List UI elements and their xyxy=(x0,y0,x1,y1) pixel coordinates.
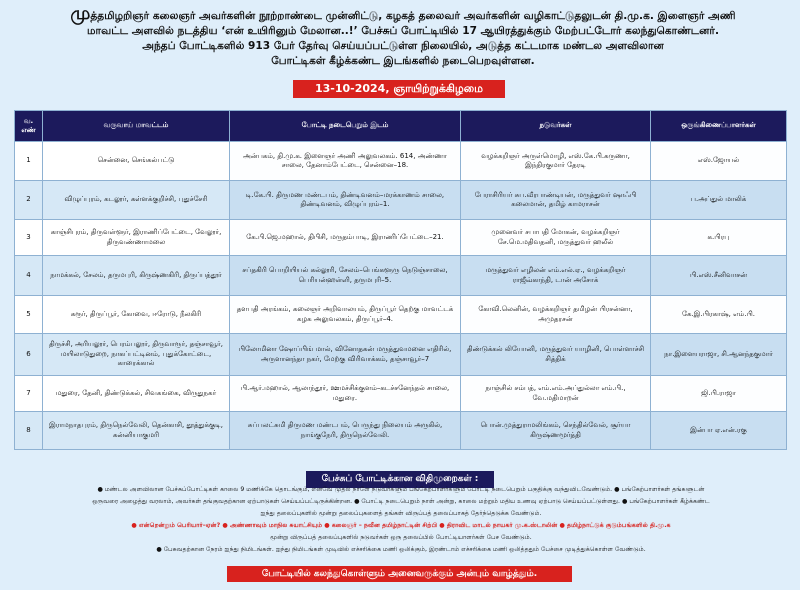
row-coordinator: எஸ்.ஜோயல் xyxy=(651,142,787,181)
schedule-table xyxy=(14,110,787,450)
row-coordinator: இன்பா ஏ.என்.ரகு xyxy=(651,412,787,450)
row-venue: சுப்பலட்சுமி திருமண மண்டபம், பெருந்து நிலையம் அருகில், நாங்குநேரி, திருநெல்வேலி. xyxy=(230,412,461,450)
rules-line-6: ● பேசுவதற்கான நேரம் ஐந்து நிமிடங்கள். ஐந்து நிமிடங்கள் முடிவில் எச்சரிக்கை மணி ஒலிக்கும், இரண்டாம் எச்சரிக்கை மணி ஒலித்ததும் பேச்சை முடித்துக்கொள்ள வேண்டும். xyxy=(156,546,646,553)
rules-line-1: ● மண்டல அளவிலான பேச்சுப்போட்டிகள் காலை 9 மணிக்கே தொடங்கும், எனவே முதல் நாளே நடுவர்களும் பங்கேற்பாளர்களும் போட்டி நடைபெறும் பகுதிக்கு வந்துவிடவேண்டும். ● பங்கேற்பாளர்கள் தங்களுடன் xyxy=(97,486,705,493)
row-district: திருச்சி, அரியலூர், பெரம்பலூர், திருவாரூர், தஞ்சாவூர், மயிலாடுதுறை, நாகப்பட்டினம், புதுக்கோட்டை, காரைக்கால் xyxy=(43,334,230,376)
intro-line-4: போட்டிகள் கீழ்க்கண்ட இடங்களில் நடைபெறவுள்ளன. xyxy=(271,55,535,67)
row-district: கரூர், திருப்பூர், கோவை, ஈரோடு, நீலகிரி xyxy=(43,296,230,334)
row-judges: முனைவர் சபாபதி மோகன், வழக்கறிஞர் சே.மெ.மதிவதனி, மருத்துவர் ஹலீல் xyxy=(461,220,651,256)
row-coordinator: நா.இளையராஜா, சி.ஆனந்தகுமார் xyxy=(651,334,787,376)
row-number: 7 xyxy=(15,376,43,412)
table-row xyxy=(15,334,787,376)
header-venue: போட்டி நடைபெறும் இடம் xyxy=(230,111,461,142)
intro-paragraph xyxy=(18,3,788,69)
row-judges: நாஞ்சில் சம்பத், எம்.எம்.அப்துல்லா எம்.பி., வே.மதிமாறன் xyxy=(461,376,651,412)
row-district: மதுரை, தேனி, திண்டுக்கல், சிவகங்கை, விருதுநகர் xyxy=(43,376,230,412)
intro-line-3: அந்தப் போட்டிகளில் 913 பேர் தேர்வு செய்யப்பட்டுள்ள நிலையில், அடுத்த கட்டமாக மண்டல அளவிலான xyxy=(142,40,664,52)
table-row xyxy=(15,220,787,256)
row-district: சென்னை, செங்கல்பட்டு xyxy=(43,142,230,181)
intro-dropcap: மு xyxy=(70,3,91,24)
table-row xyxy=(15,376,787,412)
intro-line-2: மாவட்ட அளவில் நடத்திய ‘என் உயிரினும் மேலான..!’ பேச்சுப் போட்டியில் 17 ஆயிரத்துக்கும் மேற்பட்டோர் கலந்துகொண்டனர். xyxy=(87,25,719,37)
header-district: வருவாய் மாவட்டம் xyxy=(43,111,230,142)
row-judges: திண்டுக்கல் லியோனி, மருத்துவர் யாழினி, பொள்ளாச்சி சித்திக் xyxy=(461,334,651,376)
row-coordinator: ப.அப்துல் மாலிக் xyxy=(651,181,787,220)
row-number: 6 xyxy=(15,334,43,376)
footer-banner: போட்டியில் கலந்துகொள்ளும் அனைவருக்கும் அன்பும் வாழ்த்தும். xyxy=(227,566,572,582)
row-venue: கே.பி.ஜெ.மஹால், திபிசி, மருதம்பாடி, இராணிப்பேட்டை–21. xyxy=(230,220,461,256)
row-judges: வழக்கறிஞர் அருள்மொழி, எஸ்.கே.பி.கருணா, இந்திரகுமார் தேரடி xyxy=(461,142,651,181)
row-judges: பொன்.முத்துராமலிங்கம், செந்தில்வேல், சூர்யா கிருஷ்ணமூர்த்தி xyxy=(461,412,651,450)
table-row xyxy=(15,256,787,296)
row-venue: டி.கே.பி. திருமண மண்டபம், திண்டிவனம்–மரக்காணம் சாலை, திண்டிவனம், விழுப்புரம்–1. xyxy=(230,181,461,220)
row-number: 2 xyxy=(15,181,43,220)
rules-topics: ● என்றென்றும் பெரியார்–ஏன்? ● அண்ணாவும் மாநில சுயாட்சியும் ● கலைஞர் – நவீன தமிழ்நாட்டின் சிற்பி ● திராவிட மாடல் நாயகர் மு.க.ஸ்டாலின் ● தமிழ்நாட்டுக் குடும்பங்களில் தி.மு.க xyxy=(131,522,671,529)
row-judges: பேராசிரியர் சுப.வீரபாண்டியன், மருத்துவர் ஷாஃபி கலைமான், தமிழ் காமராசன் xyxy=(461,181,651,220)
row-district: விழுப்புரம், கடலூர், கள்ளக்குறிச்சி, புதுச்சேரி xyxy=(43,181,230,220)
header-coordinators: ஒருங்கிணைப்பாளர்கள் xyxy=(651,111,787,142)
table-row xyxy=(15,142,787,181)
row-number: 4 xyxy=(15,256,43,296)
row-venue: பிலோமினா ஷோப்பிங் மால், வினோதகன் மருத்துவமனை எதிரில், அருளானந்தா நகர், மேற்கு விரிவாக்கம், தஞ்சாவூர்–7 xyxy=(230,334,461,376)
row-coordinator: க.பிரபு xyxy=(651,220,787,256)
rules-title: பேச்சுப் போட்டிக்கான விதிமுறைகள் : xyxy=(306,471,495,488)
row-number: 1 xyxy=(15,142,43,181)
table-row xyxy=(15,296,787,334)
row-number: 5 xyxy=(15,296,43,334)
table-header-row xyxy=(15,111,787,142)
intro-line-1: த்தமிழறிஞர் கலைஞர் அவர்களின் நூற்றாண்டை முன்னிட்டு, கழகத் தலைவர் அவர்களின் வழிகாட்டுதலுடன் தி.மு.க. இளைஞர் அணி xyxy=(90,10,736,22)
row-venue: அன்பகம், தி.மு.க. இளைஞர் அணி அலுவலகம். 614, அண்ணா சாலை, தேனாம்பேட்டை, சென்னை–18. xyxy=(230,142,461,181)
header-judges: நடுவர்கள் xyxy=(461,111,651,142)
rules-line-5: மூன்று விருப்பத் தலைப்புகளில் நடுவர்கள் ஒரு தலைப்பில் போட்டியாளர்கள் பேச வேண்டும். xyxy=(270,534,532,541)
row-coordinator: கே.இ.பிரகாஷ், எம்.பி. xyxy=(651,296,787,334)
row-judges: மருத்துவர் எழிலன் எம்.எல்.ஏ., வழக்கறிஞர் ராஜீவ்காந்தி, டான் அசோக் xyxy=(461,256,651,296)
row-venue: பி.ஆர்.மஹால், ஆலாந்தூர், ஊமச்சிக்குளம்–கடச்சனேந்தல் சாலை, மதுரை. xyxy=(230,376,461,412)
rules-text xyxy=(18,484,784,556)
row-venue: தளபதி அரங்கம், கலைஞர் அறிவாலயம், திருப்பூர் தெற்கு மாவட்டக் கழக அலுவலகம், திருப்பூர்–4. xyxy=(230,296,461,334)
row-venue: சப்தகிரி பொறியியல் கல்லூரி, சேலம்–பெங்களூரு நெடுஞ்சாலை, பெரியன்ஹள்ளி, தருமபுரி–5. xyxy=(230,256,461,296)
row-coordinator: ஜி.பி.ராஜா xyxy=(651,376,787,412)
table-row xyxy=(15,181,787,220)
rules-line-2: ஒருவரை அழைத்து வரலாம், அவர்கள் தங்குவதற்கான ஏற்பாடுகள் செய்யப்பட்டிருக்கின்றன. ● போட்டி நடைபெறும் நாள் அன்று, காலை மற்றும் மதிய உணவு ஏற்பாடு செய்யப்பட்டுள்ளது. ● பங்கேற்பாளர்கள் கீழ்க்கண்ட xyxy=(92,498,710,505)
row-district: இராமநாதபுரம், திருநெல்வேலி, தென்காசி, தூத்துக்குடி, கன்னியாகுமரி xyxy=(43,412,230,450)
row-number: 3 xyxy=(15,220,43,256)
row-district: நாமக்கல், சேலம், தருமபுரி, கிருஷ்ணகிரி, திருப்பத்தூர் xyxy=(43,256,230,296)
header-serial: வ. எண் xyxy=(15,111,43,142)
row-number: 8 xyxy=(15,412,43,450)
row-judges: கோவி.லெனின், வழக்கறிஞர் தமிழன் பிரசன்னா, அமுதரசன் xyxy=(461,296,651,334)
rules-line-3: ஐந்து தலைப்புகளில் மூன்று தலைப்புகளைத் தங்கள் விருப்பத் தலைப்பாகத் தேர்ந்தெடுக்க வேண்டும். xyxy=(260,510,542,517)
row-district: காஞ்சிபுரம், திருவள்ளூர், இராணிப்பேட்டை, வேலூர், திருவண்ணாமலை xyxy=(43,220,230,256)
row-coordinator: பி.எஸ்.சீனிவாசன் xyxy=(651,256,787,296)
table-row xyxy=(15,412,787,450)
date-banner: 13-10-2024, ஞாயிற்றுக்கிழமை xyxy=(293,80,505,98)
